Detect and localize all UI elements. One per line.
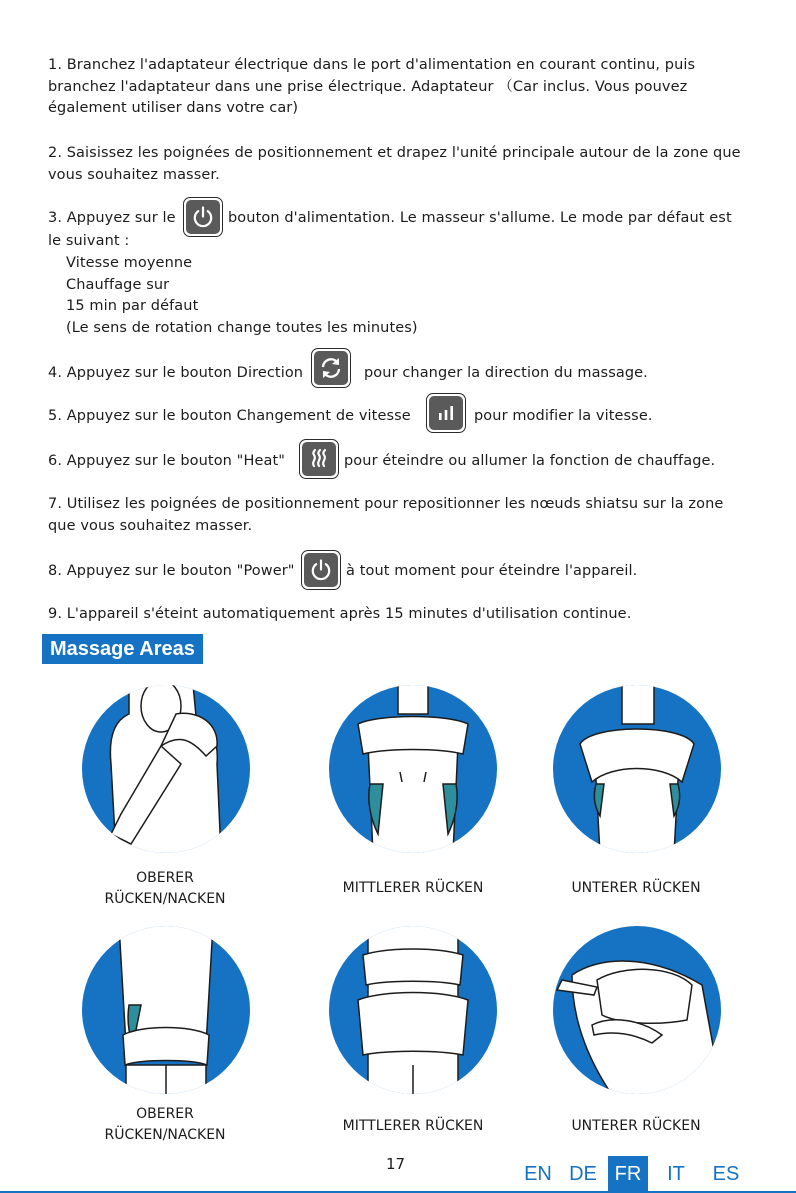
lower-back-illustration-2	[552, 925, 722, 1095]
language-tab-es[interactable]: ES	[712, 1163, 740, 1185]
heat-button-illustration	[299, 439, 339, 479]
language-tab-it[interactable]: IT	[667, 1163, 685, 1185]
step8-text-after: à tout moment pour éteindre l'appareil.	[346, 563, 638, 579]
massage-areas-title: Massage Areas	[42, 634, 203, 664]
step3-text-after: bouton d'alimentation. Le masseur s'allume. Le mode par défaut est	[228, 210, 732, 226]
step3-line2: le suivant :	[48, 233, 130, 249]
step4-text-after: pour changer la direction du massage.	[364, 365, 648, 381]
middle-back-illustration	[328, 684, 498, 854]
step2-line2: vous souhaitez masser.	[48, 167, 220, 183]
lower-back-illustration	[552, 684, 722, 854]
upper-back-neck-illustration-2	[81, 925, 251, 1095]
power-button-illustration-2	[301, 550, 341, 590]
step8-text-before: 8. Appuyez sur le bouton "Power"	[48, 563, 295, 579]
area-caption-2-line1: MITTLERER RÜCKEN	[342, 880, 484, 896]
step1-line3: également utiliser dans votre car)	[48, 100, 299, 116]
area-caption-4	[65, 1104, 265, 1146]
area-caption-2	[313, 878, 513, 899]
area-caption-3	[536, 878, 736, 899]
step6-text-after: pour éteindre ou allumer la fonction de chauffage.	[344, 453, 716, 469]
default-speed: Vitesse moyenne	[66, 255, 193, 271]
direction-button-illustration	[311, 348, 351, 388]
speed-icon	[433, 400, 459, 426]
area-caption-1	[65, 868, 265, 910]
page-number: 17	[386, 1155, 406, 1173]
language-tab-en[interactable]: EN	[524, 1163, 552, 1185]
default-rotation: (Le sens de rotation change toutes les minutes)	[66, 320, 418, 336]
language-tab-de[interactable]: DE	[569, 1163, 597, 1185]
direction-icon	[318, 355, 344, 381]
step7-line1: 7. Utilisez les poignées de positionnement pour repositionner les nœuds shiatsu sur la zone	[48, 496, 724, 512]
power-button-illustration	[183, 197, 223, 237]
step6-text-before: 6. Appuyez sur le bouton "Heat"	[48, 453, 286, 469]
default-timer: 15 min par défaut	[66, 298, 199, 314]
power-icon	[308, 557, 334, 583]
area-caption-1-line1: OBERER	[136, 870, 194, 886]
area-caption-1-line2: RÜCKEN/NACKEN	[104, 891, 226, 907]
area-caption-3-line1: UNTERER RÜCKEN	[571, 880, 701, 896]
upper-back-neck-illustration	[81, 684, 251, 854]
step4-text-before: 4. Appuyez sur le bouton Direction	[48, 365, 304, 381]
step7-line2: que vous souhaitez masser.	[48, 518, 253, 534]
step1-line1: 1. Branchez l'adaptateur électrique dans le port d'alimentation en courant continu, puis	[48, 57, 696, 73]
area-caption-4-line1: OBERER	[136, 1106, 194, 1122]
heat-icon	[306, 446, 332, 472]
speed-button-illustration	[426, 393, 466, 433]
area-caption-6-line1: UNTERER RÜCKEN	[571, 1118, 701, 1134]
area-caption-4-line2: RÜCKEN/NACKEN	[104, 1127, 226, 1143]
step5-text-after: pour modifier la vitesse.	[474, 408, 653, 424]
step5-text-before: 5. Appuyez sur le bouton Changement de vitesse	[48, 408, 411, 424]
area-caption-5	[313, 1116, 513, 1137]
step9-text: 9. L'appareil s'éteint automatiquement après 15 minutes d'utilisation continue.	[48, 606, 632, 622]
step3-text-before: 3. Appuyez sur le	[48, 210, 176, 226]
language-tab-fr[interactable]: FR	[608, 1156, 648, 1193]
power-icon	[190, 204, 216, 230]
area-caption-6	[536, 1116, 736, 1137]
default-heat: Chauffage sur	[66, 277, 170, 293]
step1-line2: branchez l'adaptateur dans une prise électrique. Adaptateur （Car inclus. Vous pouvez	[48, 79, 688, 95]
middle-back-illustration-2	[328, 925, 498, 1095]
step2-line1: 2. Saisissez les poignées de positionnement et drapez l'unité principale autour de la zone que	[48, 145, 741, 161]
area-caption-5-line1: MITTLERER RÜCKEN	[342, 1118, 484, 1134]
